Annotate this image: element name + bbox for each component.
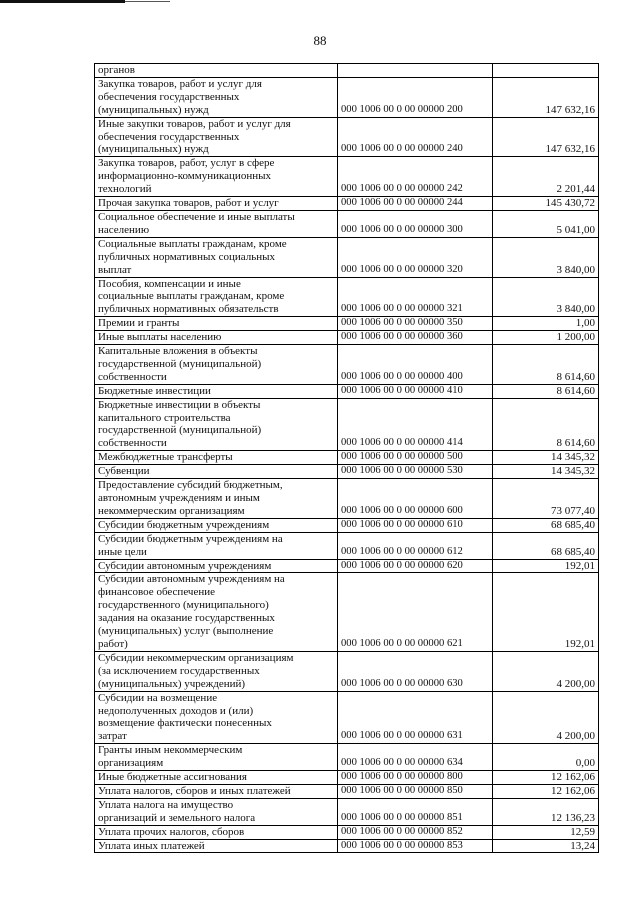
row-amount-cell: 1,00	[493, 317, 599, 331]
row-amount-cell: 4 200,00	[493, 651, 599, 691]
row-name-cell: Иные выплаты населению	[95, 331, 338, 345]
row-amount-cell: 0,00	[493, 744, 599, 771]
row-name-cell: Уплата иных платежей	[95, 839, 338, 853]
row-amount-cell: 3 840,00	[493, 277, 599, 317]
row-name-cell: Закупка товаров, работ, услуг в сфере информационно-коммуникационных технологий	[95, 157, 338, 197]
row-name-cell: Субсидии некоммерческим организациям (за исключением государственных (муниципальных) учреждений)	[95, 651, 338, 691]
row-amount-cell: 14 345,32	[493, 451, 599, 465]
row-name-cell: Предоставление субсидий бюджетным, автономным учреждениям и иным некоммерческим организациям	[95, 479, 338, 519]
row-amount-cell: 147 632,16	[493, 117, 599, 157]
row-amount-cell: 14 345,32	[493, 465, 599, 479]
table-row	[95, 798, 599, 825]
row-code-cell: 000 1006 00 0 00 00000 300	[338, 210, 493, 237]
row-name-cell: Бюджетные инвестиции в объекты капитального строительства государственной (муниципальной) собственности	[95, 398, 338, 451]
row-amount-cell: 8 614,60	[493, 384, 599, 398]
table-row	[95, 771, 599, 785]
table-row	[95, 210, 599, 237]
row-amount-cell: 13,24	[493, 839, 599, 853]
row-code-cell: 000 1006 00 0 00 00000 321	[338, 277, 493, 317]
table-row	[95, 331, 599, 345]
row-amount-cell: 145 430,72	[493, 197, 599, 211]
row-amount-cell: 12 162,06	[493, 771, 599, 785]
row-code-cell: 000 1006 00 0 00 00000 350	[338, 317, 493, 331]
table-row	[95, 479, 599, 519]
table-row	[95, 691, 599, 744]
table-row	[95, 197, 599, 211]
table-row	[95, 573, 599, 651]
table-row	[95, 465, 599, 479]
row-name-cell: Бюджетные инвестиции	[95, 384, 338, 398]
table-row	[95, 651, 599, 691]
row-amount-cell: 4 200,00	[493, 691, 599, 744]
row-code-cell: 000 1006 00 0 00 00000 240	[338, 117, 493, 157]
row-name-cell: органов	[95, 64, 338, 78]
table-row	[95, 157, 599, 197]
table-row	[95, 825, 599, 839]
page-number: 88	[313, 33, 327, 48]
row-code-cell: 000 1006 00 0 00 00000 634	[338, 744, 493, 771]
table-row	[95, 784, 599, 798]
row-code-cell: 000 1006 00 0 00 00000 600	[338, 479, 493, 519]
row-amount-cell: 68 685,40	[493, 532, 599, 559]
row-code-cell: 000 1006 00 0 00 00000 852	[338, 825, 493, 839]
table-row	[95, 345, 599, 385]
table-row	[95, 398, 599, 451]
row-name-cell: Уплата налогов, сборов и иных платежей	[95, 784, 338, 798]
row-amount-cell: 1 200,00	[493, 331, 599, 345]
row-amount-cell: 68 685,40	[493, 518, 599, 532]
table-row	[95, 451, 599, 465]
row-name-cell: Межбюджетные трансферты	[95, 451, 338, 465]
corner-scan-mark	[0, 0, 170, 5]
row-name-cell: Капитальные вложения в объекты государственной (муниципальной) собственности	[95, 345, 338, 385]
row-name-cell: Субсидии на возмещение недополученных доходов и (или) возмещение фактически понесенных затрат	[95, 691, 338, 744]
row-name-cell: Пособия, компенсации и иные социальные выплаты гражданам, кроме публичных нормативных обязательств	[95, 277, 338, 317]
row-code-cell: 000 1006 00 0 00 00000 851	[338, 798, 493, 825]
row-name-cell: Субсидии бюджетным учреждениям	[95, 518, 338, 532]
row-name-cell: Уплата прочих налогов, сборов	[95, 825, 338, 839]
budget-table	[94, 63, 599, 853]
row-code-cell: 000 1006 00 0 00 00000 530	[338, 465, 493, 479]
row-code-cell: 000 1006 00 0 00 00000 850	[338, 784, 493, 798]
table-row	[95, 317, 599, 331]
row-name-cell: Уплата налога на имущество организаций и земельного налога	[95, 798, 338, 825]
row-amount-cell: 192,01	[493, 573, 599, 651]
table-row	[95, 518, 599, 532]
row-amount-cell: 8 614,60	[493, 345, 599, 385]
table-row	[95, 237, 599, 277]
row-name-cell: Субвенции	[95, 465, 338, 479]
row-code-cell: 000 1006 00 0 00 00000 360	[338, 331, 493, 345]
row-code-cell	[338, 64, 493, 78]
table-row	[95, 384, 599, 398]
row-code-cell: 000 1006 00 0 00 00000 244	[338, 197, 493, 211]
row-code-cell: 000 1006 00 0 00 00000 610	[338, 518, 493, 532]
row-code-cell: 000 1006 00 0 00 00000 612	[338, 532, 493, 559]
table-row	[95, 277, 599, 317]
row-code-cell: 000 1006 00 0 00 00000 800	[338, 771, 493, 785]
row-name-cell: Социальные выплаты гражданам, кроме публичных нормативных социальных выплат	[95, 237, 338, 277]
row-code-cell: 000 1006 00 0 00 00000 630	[338, 651, 493, 691]
row-code-cell: 000 1006 00 0 00 00000 200	[338, 77, 493, 117]
table-row	[95, 744, 599, 771]
row-name-cell: Гранты иным некоммерческим организациям	[95, 744, 338, 771]
row-amount-cell: 2 201,44	[493, 157, 599, 197]
row-code-cell: 000 1006 00 0 00 00000 853	[338, 839, 493, 853]
table-row	[95, 839, 599, 853]
row-name-cell: Иные бюджетные ассигнования	[95, 771, 338, 785]
row-code-cell: 000 1006 00 0 00 00000 500	[338, 451, 493, 465]
row-code-cell: 000 1006 00 0 00 00000 414	[338, 398, 493, 451]
row-amount-cell: 5 041,00	[493, 210, 599, 237]
row-name-cell: Закупка товаров, работ и услуг для обеспечения государственных (муниципальных) нужд	[95, 77, 338, 117]
table-row	[95, 64, 599, 78]
row-amount-cell	[493, 64, 599, 78]
row-amount-cell: 12,59	[493, 825, 599, 839]
row-code-cell: 000 1006 00 0 00 00000 410	[338, 384, 493, 398]
row-amount-cell: 12 162,06	[493, 784, 599, 798]
row-name-cell: Социальное обеспечение и иные выплаты населению	[95, 210, 338, 237]
row-amount-cell: 8 614,60	[493, 398, 599, 451]
row-code-cell: 000 1006 00 0 00 00000 621	[338, 573, 493, 651]
budget-table-body	[95, 64, 599, 853]
table-row	[95, 117, 599, 157]
row-amount-cell: 73 077,40	[493, 479, 599, 519]
table-row	[95, 77, 599, 117]
table-row	[95, 532, 599, 559]
row-name-cell: Прочая закупка товаров, работ и услуг	[95, 197, 338, 211]
row-amount-cell: 192,01	[493, 559, 599, 573]
row-name-cell: Субсидии автономным учреждениям	[95, 559, 338, 573]
row-code-cell: 000 1006 00 0 00 00000 320	[338, 237, 493, 277]
table-row	[95, 559, 599, 573]
row-name-cell: Субсидии бюджетным учреждениям на иные цели	[95, 532, 338, 559]
row-amount-cell: 12 136,23	[493, 798, 599, 825]
row-code-cell: 000 1006 00 0 00 00000 242	[338, 157, 493, 197]
row-name-cell: Иные закупки товаров, работ и услуг для обеспечения государственных (муниципальных) нужд	[95, 117, 338, 157]
row-code-cell: 000 1006 00 0 00 00000 631	[338, 691, 493, 744]
row-name-cell: Премии и гранты	[95, 317, 338, 331]
row-amount-cell: 147 632,16	[493, 77, 599, 117]
row-code-cell: 000 1006 00 0 00 00000 620	[338, 559, 493, 573]
row-code-cell: 000 1006 00 0 00 00000 400	[338, 345, 493, 385]
row-name-cell: Субсидии автономным учреждениям на финансовое обеспечение государственного (муниципального) задания на оказание государственных (муниципальных) услуг (выполнение работ)	[95, 573, 338, 651]
row-amount-cell: 3 840,00	[493, 237, 599, 277]
